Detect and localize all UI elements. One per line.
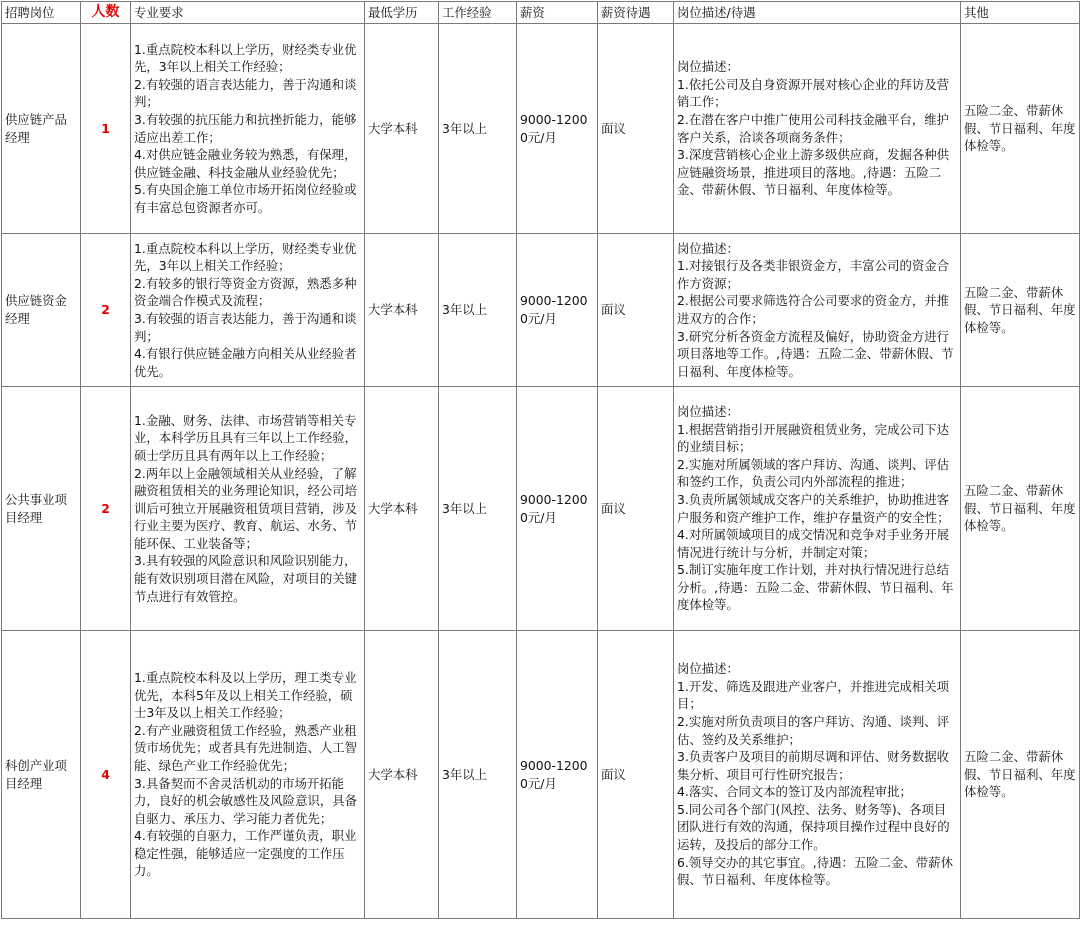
table-row (2, 24, 1080, 234)
description-line: 2.实施对所属领域的客户拜访、沟通、谈判、评估和签约工作，负责公司内外部流程的推进； (677, 456, 950, 490)
salary-benefit-cell: 面议 (598, 24, 674, 234)
description-line: 1.对接银行及各类非银资金方，丰富公司的资金合作方资源； (677, 258, 950, 291)
requirements-cell (131, 631, 365, 919)
requirements-cell (131, 387, 365, 631)
requirement-line: 2.两年以上金融领域相关从业经验，了解融资租赁相关的业务理论知识，经公司培训后可独立开展融资租赁项目营销，涉及行业主要为医疗、教育、航运、水务、节能环保、工业装备等； (134, 465, 358, 551)
position-cell: 供应链资金经理 (2, 234, 81, 387)
position-cell: 科创产业项目经理 (2, 631, 81, 919)
description-line: 岗位描述： (677, 59, 739, 75)
description-cell (674, 24, 961, 234)
header-position: 招聘岗位 (2, 2, 81, 24)
description-cell (674, 234, 961, 387)
other-cell: 五险二金、带薪休假、节日福利、年度体检等。 (961, 24, 1080, 234)
requirement-line: 3.有较强的抗压能力和抗挫折能力，能够适应出差工作； (134, 111, 357, 145)
education-cell: 大学本科 (365, 234, 439, 387)
experience-cell: 3年以上 (439, 24, 517, 234)
header-requirements: 专业要求 (131, 2, 365, 24)
recruitment-table (1, 1, 1080, 919)
requirements-cell (131, 234, 365, 387)
salary-benefit-cell: 面议 (598, 631, 674, 919)
header-count: 人数 (81, 2, 131, 24)
requirement-line: 2.有产业融资租赁工作经验，熟悉产业租赁市场优先；或者具有先进制造、人工智能、绿色产业工作经验优先； (134, 722, 358, 773)
requirement-line: 2.有较多的银行等资金方资源，熟悉多种资金端合作模式及流程； (134, 275, 357, 309)
salary-benefit-cell: 面议 (598, 234, 674, 387)
experience-cell: 3年以上 (439, 387, 517, 631)
description-cell (674, 631, 961, 919)
header-salary: 薪资 (517, 2, 598, 24)
description-line: 5.制订实施年度工作计划，并对执行情况进行总结分析。,待遇：五险二金、带薪休假、节日福利、年度体检等。 (677, 562, 954, 613)
description-line: 2.根据公司要求筛选符合公司要求的资金方，并推进双方的合作； (677, 293, 950, 326)
description-cell (674, 387, 961, 631)
requirement-line: 1.金融、财务、法律、市场营销等相关专业，本科学历且具有三年以上工作经验，硕士学历且具有两年以上工作经验； (134, 412, 358, 463)
header-description: 岗位描述/待遇 (674, 2, 961, 24)
description-line: 2.在潜在客户中推广使用公司科技金融平台，维护客户关系，洽谈各项商务条件； (677, 111, 950, 145)
description-line: 1.开发、筛选及跟进产业客户，并推进完成相关项目； (677, 678, 950, 712)
description-line: 3.深度营销核心企业上游多级供应商，发掘各种供应链融资场景，推进项目的落地。,待遇：五险二金、带薪休假、节日福利、年度体检等。 (677, 147, 950, 198)
count-cell: 4 (81, 631, 131, 919)
requirement-line: 2.有较强的语言表达能力，善于沟通和谈判； (134, 76, 357, 110)
description-line: 3.负责所属领域成交客户的关系维护，协助推进客户服务和资产维护工作，维护存量资产的安全性； (677, 491, 950, 525)
education-cell: 大学本科 (365, 631, 439, 919)
requirements-cell (131, 24, 365, 234)
other-cell: 五险二金、带薪休假、节日福利、年度体检等。 (961, 234, 1080, 387)
header-experience: 工作经验 (439, 2, 517, 24)
position-cell: 供应链产品经理 (2, 24, 81, 234)
description-line: 5.同公司各个部门(风控、法务、财务等)、各项目团队进行有效的沟通，保持项目操作过程中良好的运转，及投后的部分工作。 (677, 801, 950, 853)
position-cell: 公共事业项目经理 (2, 387, 81, 631)
description-line: 岗位描述： (677, 403, 739, 419)
experience-cell: 3年以上 (439, 631, 517, 919)
requirement-line: 4.对供应链金融业务较为熟悉，有保理，供应链金融、科技金融从业经验优先； (134, 147, 357, 180)
description-line: 岗位描述： (677, 661, 739, 677)
requirement-line: 3.有较强的语言表达能力，善于沟通和谈判； (134, 311, 357, 344)
experience-cell: 3年以上 (439, 234, 517, 387)
other-cell: 五险二金、带薪休假、节日福利、年度体检等。 (961, 387, 1080, 631)
requirement-line: 3.具备契而不舍灵活机动的市场开拓能力，良好的机会敏感性及风险意识，具备自驱力、承压力、学习能力者优先； (134, 775, 358, 826)
salary-cell: 9000-12000元/月 (517, 387, 598, 631)
requirement-line: 5.有央国企施工单位市场开拓岗位经验或有丰富总包资源者亦可。 (134, 182, 357, 215)
requirement-line: 1.重点院校本科以上学历，财经类专业优先，3年以上相关工作经验； (134, 41, 357, 75)
description-line: 1.依托公司及自身资源开展对核心企业的拜访及营销工作； (677, 76, 950, 110)
count-cell: 2 (81, 387, 131, 631)
description-line: 岗位描述： (677, 240, 739, 256)
requirement-line: 4.有银行供应链金融方向相关从业经验者优先。 (134, 346, 357, 379)
salary-cell: 9000-12000元/月 (517, 234, 598, 387)
description-line: 6.领导交办的其它事宜。,待遇：五险二金、带薪休假、节日福利、年度体检等。 (677, 854, 953, 888)
description-line: 4.对所属领域项目的成交情况和竞争对手业务开展情况进行统计与分析，并制定对策； (677, 527, 950, 560)
requirement-line: 1.重点院校本科以上学历，财经类专业优先，3年以上相关工作经验； (134, 240, 357, 274)
description-line: 3.负责客户及项目的前期尽调和评估、财务数据收集分析、项目可行性研究报告； (677, 749, 950, 782)
header-education: 最低学历 (365, 2, 439, 24)
requirement-line: 1.重点院校本科及以上学历，理工类专业优先，本科5年及以上相关工作经验，硕士3年及以上相关工作经验； (134, 669, 357, 721)
header-other: 其他 (961, 2, 1080, 24)
header-row (2, 2, 1080, 24)
salary-cell: 9000-12000元/月 (517, 24, 598, 234)
header-salary-benefit: 薪资待遇 (598, 2, 674, 24)
salary-cell: 9000-12000元/月 (517, 631, 598, 919)
requirement-line: 3.具有较强的风险意识和风险识别能力，能有效识别项目潜在风险，对项目的关键节点进行有效管控。 (134, 553, 358, 604)
education-cell: 大学本科 (365, 24, 439, 234)
other-cell: 五险二金、带薪休假、节日福利、年度体检等。 (961, 631, 1080, 919)
requirement-line: 4.有较强的自驱力，工作严谨负责，职业稳定性强，能够适应一定强度的工作压力。 (134, 828, 357, 879)
table-row (2, 387, 1080, 631)
description-line: 4.落实、合同文本的签订及内部流程审批； (677, 784, 912, 800)
description-line: 2.实施对所负责项目的客户拜访、沟通、谈判、评估、签约及关系维护； (677, 713, 950, 747)
table-row (2, 234, 1080, 387)
salary-benefit-cell: 面议 (598, 387, 674, 631)
description-line: 3.研究分析各资金方流程及偏好，协助资金方进行项目落地等工作。,待遇：五险二金、带薪休假、节日福利、年度体检等。 (677, 328, 954, 379)
description-line: 1.根据营销指引开展融资租赁业务，完成公司下达的业绩目标； (677, 421, 950, 455)
count-cell: 2 (81, 234, 131, 387)
table-row (2, 631, 1080, 919)
count-cell: 1 (81, 24, 131, 234)
education-cell: 大学本科 (365, 387, 439, 631)
